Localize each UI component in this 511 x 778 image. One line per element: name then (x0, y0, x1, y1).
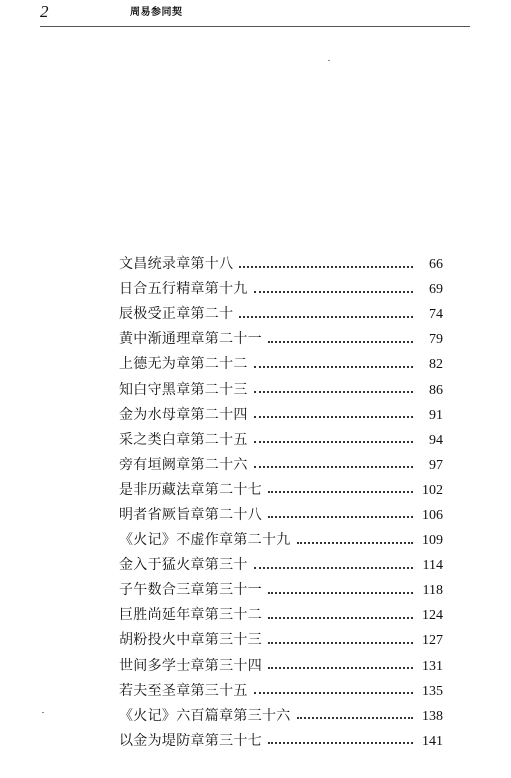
toc-dot-leader (268, 341, 413, 343)
toc-dot-leader (254, 416, 413, 418)
toc-dot-leader (254, 291, 413, 293)
toc-entry-title: 文昌统录章第十八 (119, 256, 234, 273)
toc-entry-page: 106 (422, 507, 443, 523)
toc-dot-leader (254, 466, 413, 468)
toc-dot-leader (268, 742, 413, 744)
toc-entry (119, 578, 443, 603)
toc-entry-page: 69 (429, 282, 443, 298)
toc-entry-title: 上德无为章第二十二 (119, 356, 248, 373)
toc-entry-page: 79 (429, 332, 443, 348)
toc-entry-page: 114 (422, 558, 443, 574)
toc-dot-leader (239, 266, 413, 268)
toc-entry (119, 403, 443, 428)
toc-entry-page: 66 (429, 257, 443, 273)
toc-entry-title: 日合五行精章第十九 (119, 281, 248, 298)
toc-dot-leader (268, 642, 413, 644)
toc-entry-title: 知白守黑章第二十三 (119, 381, 248, 398)
toc-entry (119, 277, 443, 302)
toc-entry-title: 明者省厥旨章第二十八 (119, 506, 262, 523)
toc-entry-page: 127 (422, 633, 443, 649)
toc-dot-leader (268, 592, 413, 594)
toc-entry (119, 352, 443, 377)
toc-entry-page: 97 (429, 457, 443, 473)
toc-entry-page: 118 (422, 583, 443, 599)
toc-entry-page: 138 (422, 708, 443, 724)
page-header (40, 0, 470, 27)
toc-entry-page: 91 (429, 407, 443, 423)
toc-entry-title: 《火记》不虚作章第二十九 (119, 532, 291, 549)
toc-dot-leader (268, 516, 413, 518)
toc-entry-page: 74 (429, 307, 443, 323)
toc-entry-title: 黄中渐通理章第二十一 (119, 331, 262, 348)
toc-entry (119, 704, 443, 729)
toc-entry (119, 679, 443, 704)
toc-dot-leader (297, 717, 413, 719)
toc-dot-leader (297, 542, 413, 544)
toc-entry-title: 胡粉投火中章第三十三 (119, 632, 262, 649)
toc-entry-title: 是非历藏法章第二十七 (119, 481, 262, 498)
toc-entry (119, 478, 443, 503)
toc-entry (119, 553, 443, 578)
running-title: 周易参同契 (130, 7, 183, 18)
toc-entry-title: 采之类白章第二十五 (119, 431, 248, 448)
toc-entry-page: 94 (429, 432, 443, 448)
toc-entry-page: 131 (422, 658, 443, 674)
toc-entry-page: 86 (429, 382, 443, 398)
toc-entry (119, 302, 443, 327)
scan-speck (328, 60, 330, 61)
toc-entry (119, 428, 443, 453)
toc-entry-title: 金为水母章第二十四 (119, 406, 248, 423)
toc-dot-leader (254, 391, 413, 393)
toc-entry-title: 若夫至圣章第三十五 (119, 682, 248, 699)
toc-entry-page: 82 (429, 357, 443, 373)
toc-entry-title: 金入于猛火章第三十 (119, 557, 248, 574)
toc-entry (119, 654, 443, 679)
toc-entry-title: 旁有垣阙章第二十六 (119, 456, 248, 473)
toc-dot-leader (239, 316, 413, 318)
toc-entry-page: 124 (422, 608, 443, 624)
toc-entry (119, 377, 443, 402)
toc-entry (119, 603, 443, 628)
toc-entry-page: 109 (422, 533, 443, 549)
scan-speck (42, 712, 44, 713)
table-of-contents (119, 252, 443, 754)
toc-dot-leader (254, 567, 413, 569)
toc-entry-title: 以金为堤防章第三十七 (119, 732, 262, 749)
toc-entry-title: 子午数合三章第三十一 (119, 582, 262, 599)
toc-entry (119, 628, 443, 653)
toc-entry-page: 102 (422, 482, 443, 498)
toc-entry (119, 453, 443, 478)
toc-entry-page: 141 (422, 733, 443, 749)
toc-entry (119, 327, 443, 352)
toc-dot-leader (268, 667, 413, 669)
toc-entry-title: 辰极受正章第二十 (119, 306, 234, 323)
toc-entry (119, 503, 443, 528)
page-number: 2 (40, 2, 49, 21)
toc-entry-title: 《火记》六百篇章第三十六 (119, 707, 291, 724)
toc-entry-title: 世间多学士章第三十四 (119, 657, 262, 674)
toc-entry-title: 巨胜尚延年章第三十二 (119, 607, 262, 624)
toc-dot-leader (254, 441, 413, 443)
toc-entry (119, 528, 443, 553)
toc-entry (119, 252, 443, 277)
toc-dot-leader (268, 617, 413, 619)
toc-dot-leader (254, 692, 413, 694)
toc-dot-leader (268, 491, 413, 493)
toc-entry (119, 729, 443, 754)
toc-entry-page: 135 (422, 683, 443, 699)
toc-dot-leader (254, 366, 413, 368)
